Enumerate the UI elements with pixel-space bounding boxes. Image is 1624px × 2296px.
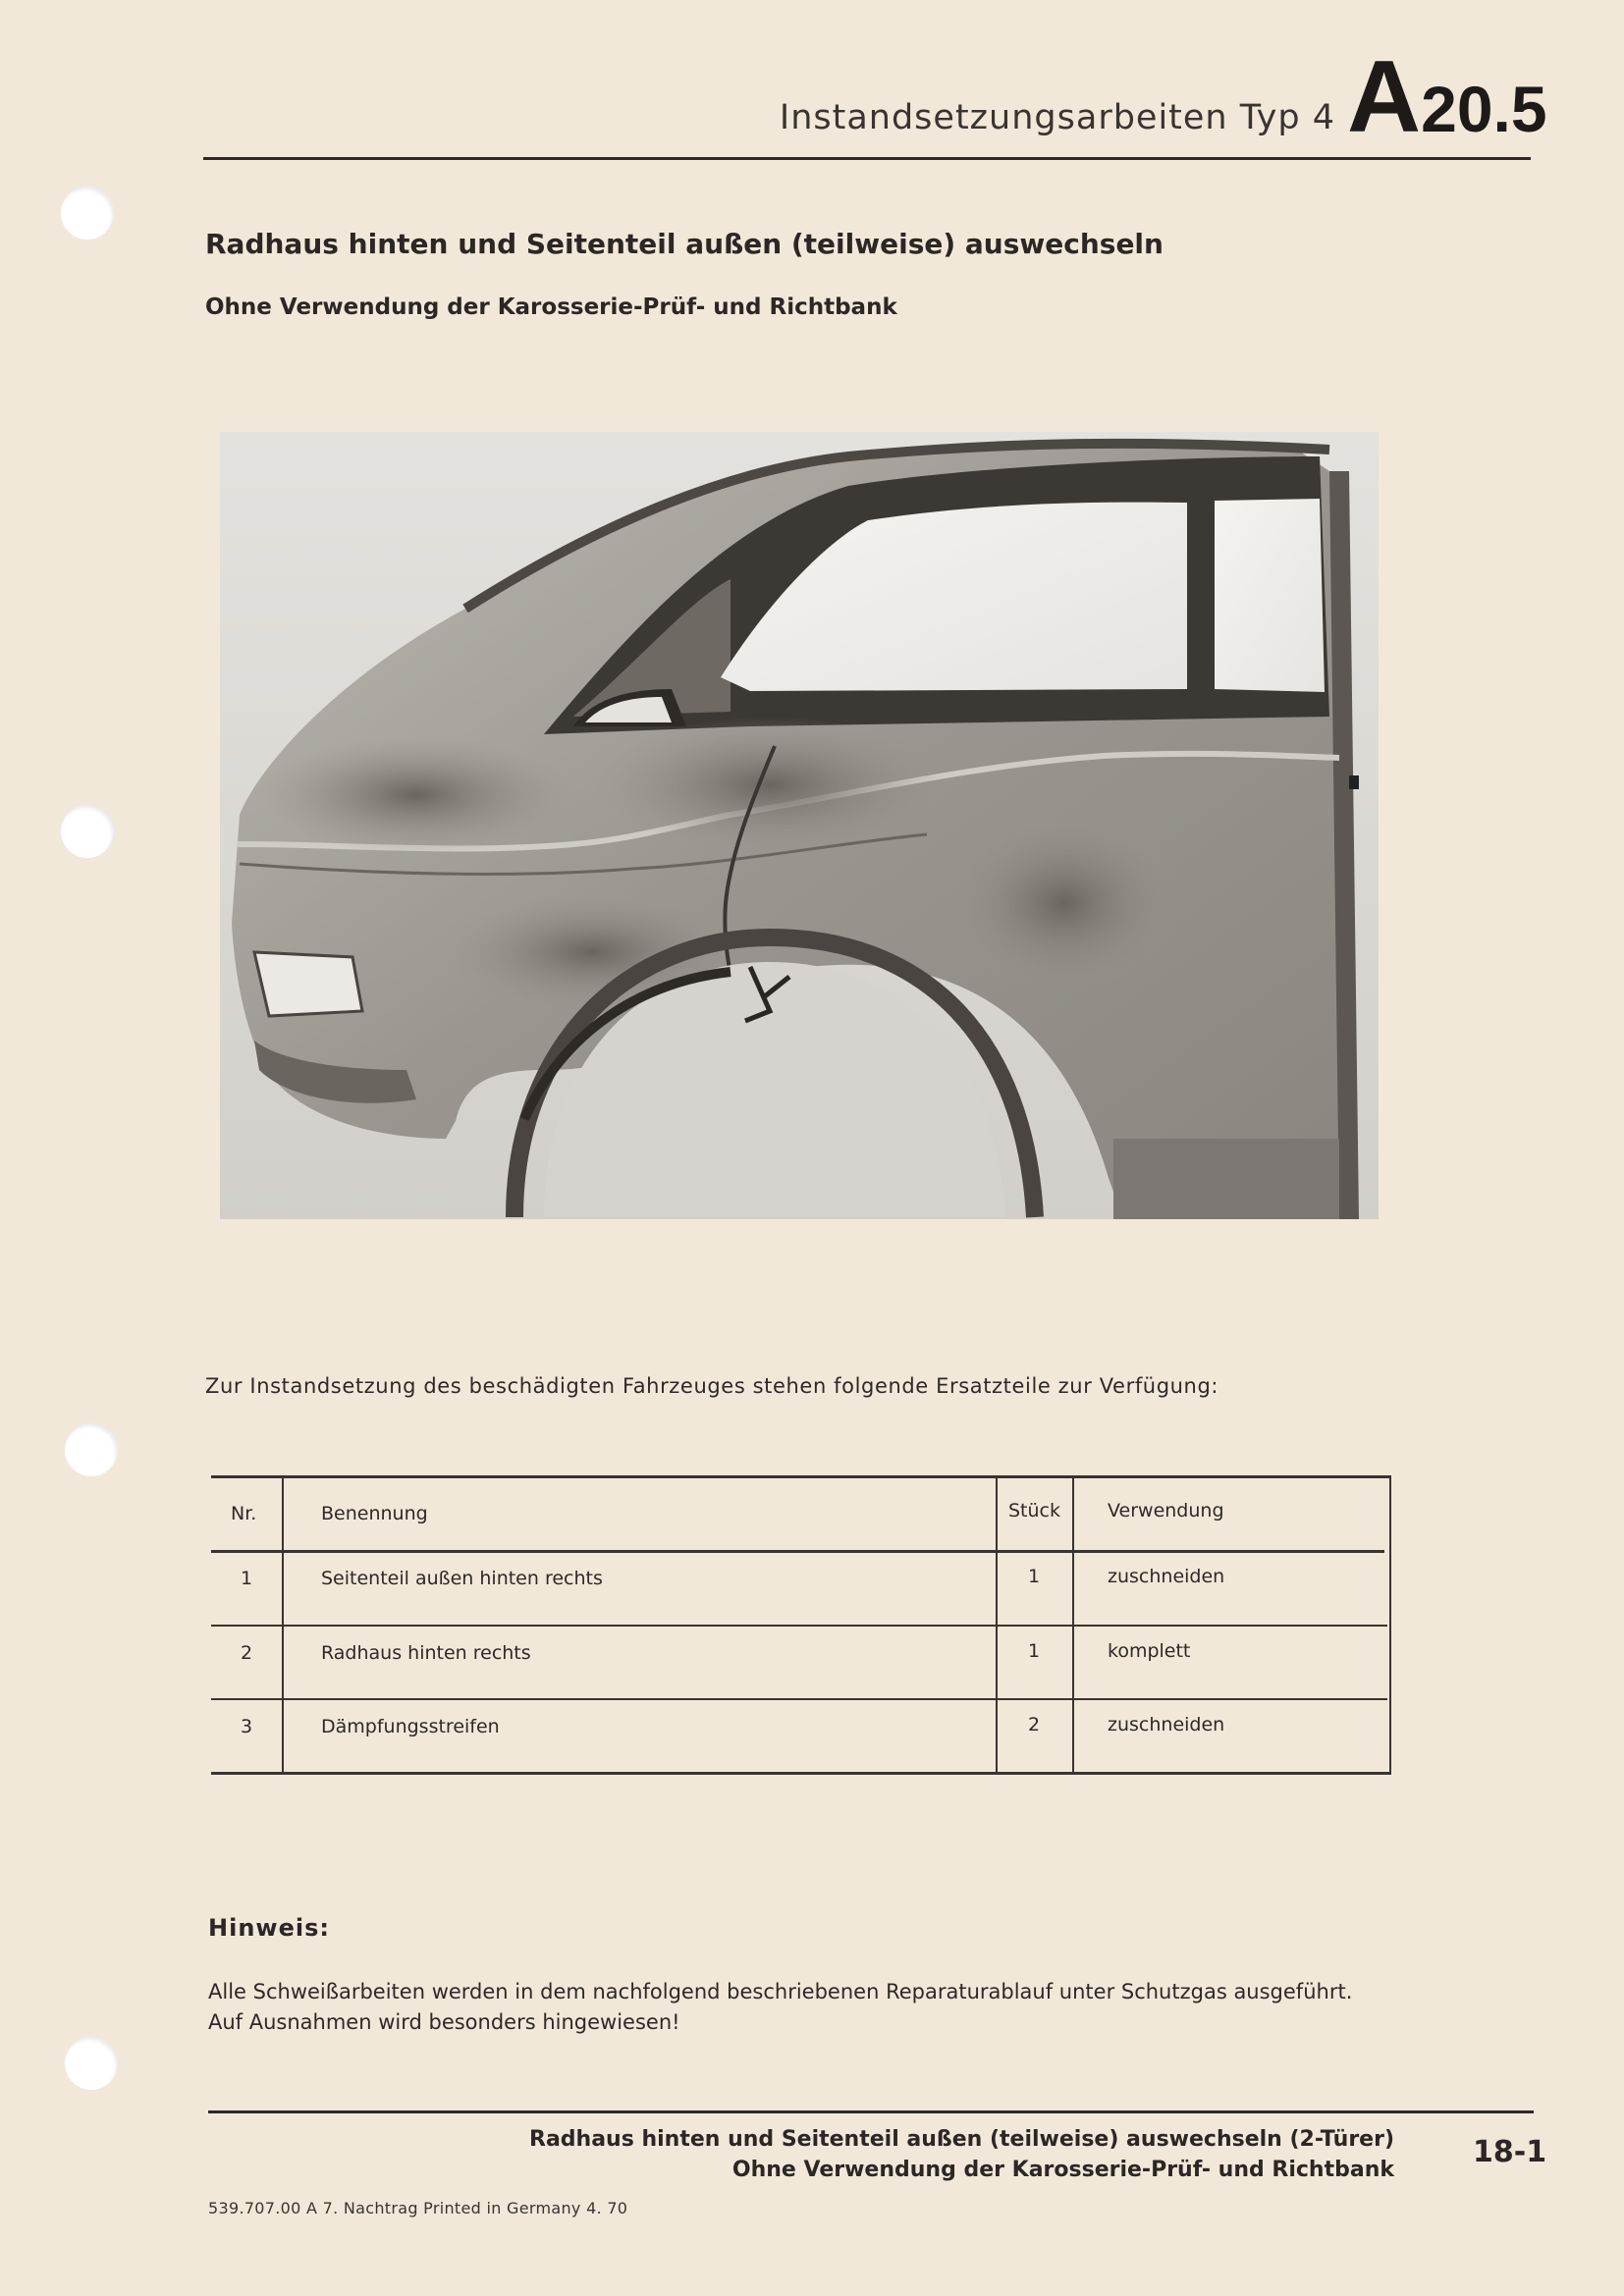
section-code-letter: A: [1347, 40, 1422, 154]
table-header-stueck: Stück: [1008, 1500, 1061, 1522]
table-cell-nr: 2: [241, 1642, 253, 1664]
punch-hole: [65, 1423, 118, 1476]
table-rule: [211, 1550, 1384, 1553]
table-rule: [211, 1772, 1391, 1775]
sub-title: Ohne Verwendung der Karosserie-Prüf- und Richtbank: [205, 294, 897, 320]
intro-text: Zur Instandsetzung des beschädigten Fahrzeuges stehen folgende Ersatzteile zur Verfügung:: [205, 1374, 1219, 1398]
footer-title: Radhaus hinten und Seitenteil außen (teilweise) auswechseln (2-Türer): [529, 2127, 1394, 2152]
table-cell-stueck: 1: [1028, 1640, 1041, 1662]
table-cell-benennung: Seitenteil außen hinten rechts: [321, 1568, 603, 1589]
table-rule: [211, 1475, 1391, 1478]
punch-hole: [61, 805, 114, 858]
table-cell-verwendung: zuschneiden: [1108, 1714, 1225, 1735]
table-rule: [1072, 1475, 1074, 1775]
table-rule: [282, 1475, 284, 1775]
note-text-line: Auf Ausnahmen wird besonders hingewiesen!: [208, 2010, 680, 2034]
imprint: 539.707.00 A 7. Nachtrag Printed in Germany 4. 70: [208, 2199, 628, 2217]
table-header-verwendung: Verwendung: [1108, 1500, 1224, 1522]
page-number: 18-1: [1473, 2135, 1547, 2169]
table-header-nr: Nr.: [231, 1503, 257, 1524]
parts-table: [211, 1475, 1391, 1775]
footer-subtitle: Ohne Verwendung der Karosserie-Prüf- und Richtbank: [731, 2158, 1394, 2182]
note-text-line: Alle Schweißarbeiten werden in dem nachfolgend beschriebenen Reparaturablauf unter Schutzgas ausgeführt.: [208, 1980, 1353, 2003]
punch-hole: [65, 2037, 118, 2090]
table-cell-verwendung: zuschneiden: [1108, 1566, 1225, 1587]
main-title: Radhaus hinten und Seitenteil außen (teilweise) auswechseln: [205, 228, 1164, 260]
footer-rule: [208, 2110, 1534, 2113]
damaged-car-photo: [220, 432, 1379, 1219]
table-cell-stueck: 2: [1028, 1714, 1041, 1735]
section-code-number: 20.5: [1421, 73, 1547, 145]
table-rule: [1389, 1475, 1391, 1775]
table-cell-verwendung: komplett: [1108, 1640, 1191, 1662]
table-rule: [996, 1475, 998, 1775]
table-cell-benennung: Radhaus hinten rechts: [321, 1642, 531, 1664]
table-cell-stueck: 1: [1028, 1566, 1041, 1587]
header-rule: [203, 157, 1531, 160]
table-rule: [211, 1698, 1387, 1700]
table-cell-nr: 1: [241, 1568, 253, 1589]
car-body-illustration: [220, 432, 1379, 1219]
punch-hole: [61, 187, 114, 240]
table-cell-benennung: Dämpfungsstreifen: [321, 1716, 500, 1737]
header-title: Instandsetzungsarbeiten Typ 4: [779, 98, 1335, 137]
section-code: [1347, 39, 1547, 156]
table-header-benennung: Benennung: [321, 1503, 428, 1524]
table-cell-nr: 3: [241, 1716, 253, 1737]
note-heading: Hinweis:: [208, 1914, 330, 1942]
table-rule: [211, 1625, 1387, 1627]
